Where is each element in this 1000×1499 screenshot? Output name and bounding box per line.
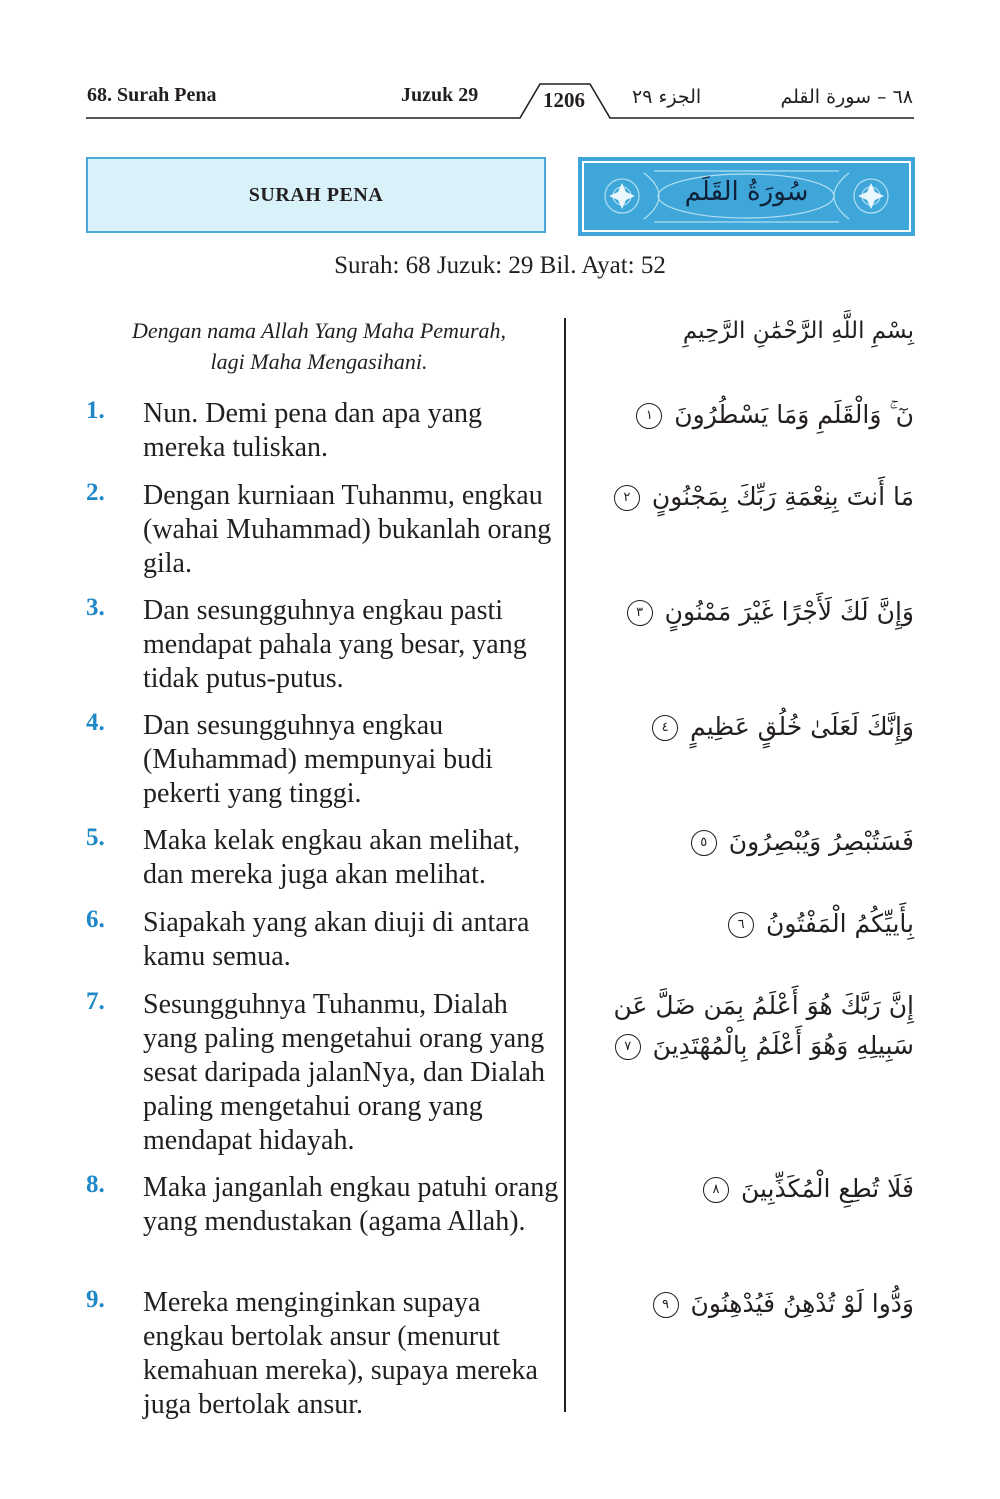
ayah-end-marker: ٢ [614,485,640,511]
verse-number: 6. [86,906,105,933]
verse-arabic-text: إِنَّ رَبَّكَ هُوَ أَعْلَمُ بِمَن ضَلَّ عَن سَبِيلِهِ وَهُوَ أَعْلَمُ بِالْمُهْتَدِينَ [613,991,914,1060]
verse-arabic-text: وَإِنَّ لَكَ لَأَجْرًا غَيْرَ مَمْنُونٍ [664,597,914,626]
column-divider [564,318,566,1412]
verse-arabic-text: فَسَتُبْصِرُ وَيُبْصِرُونَ [728,827,914,856]
verse-arabic-text: نٓ ۚ وَالْقَلَمِ وَمَا يَسْطُرُونَ [674,400,914,429]
basmala-arabic: بِسْمِ اللَّهِ الرَّحْمَٰنِ الرَّحِيمِ [682,318,914,344]
verse-arabic [584,822,914,862]
verse-number: 8. [86,1171,105,1198]
verse-translation: Dan sesungguhnya engkau pasti mendapat pahala yang besar, yang tidak putus-putus. [143,595,527,694]
ayah-end-marker: ٦ [728,912,754,938]
basmala-line-2: lagi Maha Mengasihani. [210,349,428,374]
verse-number: 1. [86,397,105,424]
verse-arabic-text: بِأَييِّكُمُ الْمَفْتُونُ [766,909,914,938]
header-surah-label: 68. Surah Pena [87,84,217,106]
header-rule [0,0,1000,130]
page-number: 1206 [543,88,585,112]
verse-translation: Dan sesungguhnya engkau (Muhammad) mempunyai budi pekerti yang tinggi. [143,710,493,809]
verse-translation: Sesungguhnya Tuhanmu, Dialah yang paling mengetahui orang yang sesat daripada jalanNya, dan Dialah paling mengetahui orang yang mendapat hidayah. [143,989,545,1156]
ayah-end-marker: ٧ [615,1034,641,1060]
arabic-title-banner [578,157,915,236]
ayah-end-marker: ٥ [691,830,717,856]
verse-arabic [584,904,914,944]
verse-number: 2. [86,479,105,506]
verse-arabic [584,477,914,517]
ayah-end-marker: ٩ [653,1292,679,1318]
basmala-line-1: Dengan nama Allah Yang Maha Pemurah, [132,318,506,343]
verse-arabic-text: وَإِنَّكَ لَعَلَىٰ خُلُقٍ عَظِيمٍ [690,712,914,741]
verse-number: 9. [86,1286,105,1313]
verse-translation: Dengan kurniaan Tuhanmu, engkau (wahai Muhammad) bukanlah orang gila. [143,480,552,579]
verse-arabic [584,1284,914,1324]
verse-arabic [584,1169,914,1209]
verse-arabic-text: فَلَا تُطِعِ الْمُكَذِّبِينَ [740,1174,914,1203]
ayah-end-marker: ١ [636,403,662,429]
verse-translation: Mereka menginginkan supaya engkau bertolak ansur (menurut kemahuan mereka), supaya mereka juga bertolak ansur. [143,1287,538,1420]
verse-number: 4. [86,709,105,736]
verse-arabic-text: مَا أَنتَ بِنِعْمَةِ رَبِّكَ بِمَجْنُونٍ [651,482,914,511]
verse-arabic [584,395,914,435]
verse-arabic-text: وَدُّوا لَوْ تُدْهِنُ فَيُدْهِنُونَ [690,1289,914,1318]
verse-translation: Maka kelak engkau akan melihat, dan mereka juga akan melihat. [143,825,521,890]
verse-translation: Maka janganlah engkau patuhi orang yang mendustakan (agama Allah). [143,1172,559,1237]
header-juz-arabic: الجزء ٢٩ [632,86,702,108]
verse-number: 3. [86,594,105,621]
verse-translation: Nun. Demi pena dan apa yang mereka tuliskan. [143,398,482,463]
verse-number: 7. [86,988,105,1015]
verse-arabic [584,707,914,747]
verse-arabic [584,986,914,1066]
surah-title-arabic: سُورَةُ القَلَم [684,177,809,207]
ayah-end-marker: ٨ [703,1177,729,1203]
header-juz-label: Juzuk 29 [401,84,479,106]
verse-number: 5. [86,824,105,851]
surah-info: Surah: 68 Juzuk: 29 Bil. Ayat: 52 [334,252,666,279]
header-surah-arabic: ٦٨ – سورة القلم [780,86,913,108]
surah-title-box [86,157,546,233]
surah-title: SURAH PENA [248,183,384,206]
ayah-end-marker: ٣ [627,600,653,626]
basmala-translation [86,315,552,377]
ayah-end-marker: ٤ [652,715,678,741]
verse-translation: Siapakah yang akan diuji di antara kamu semua. [143,907,530,972]
verse-arabic [584,592,914,632]
